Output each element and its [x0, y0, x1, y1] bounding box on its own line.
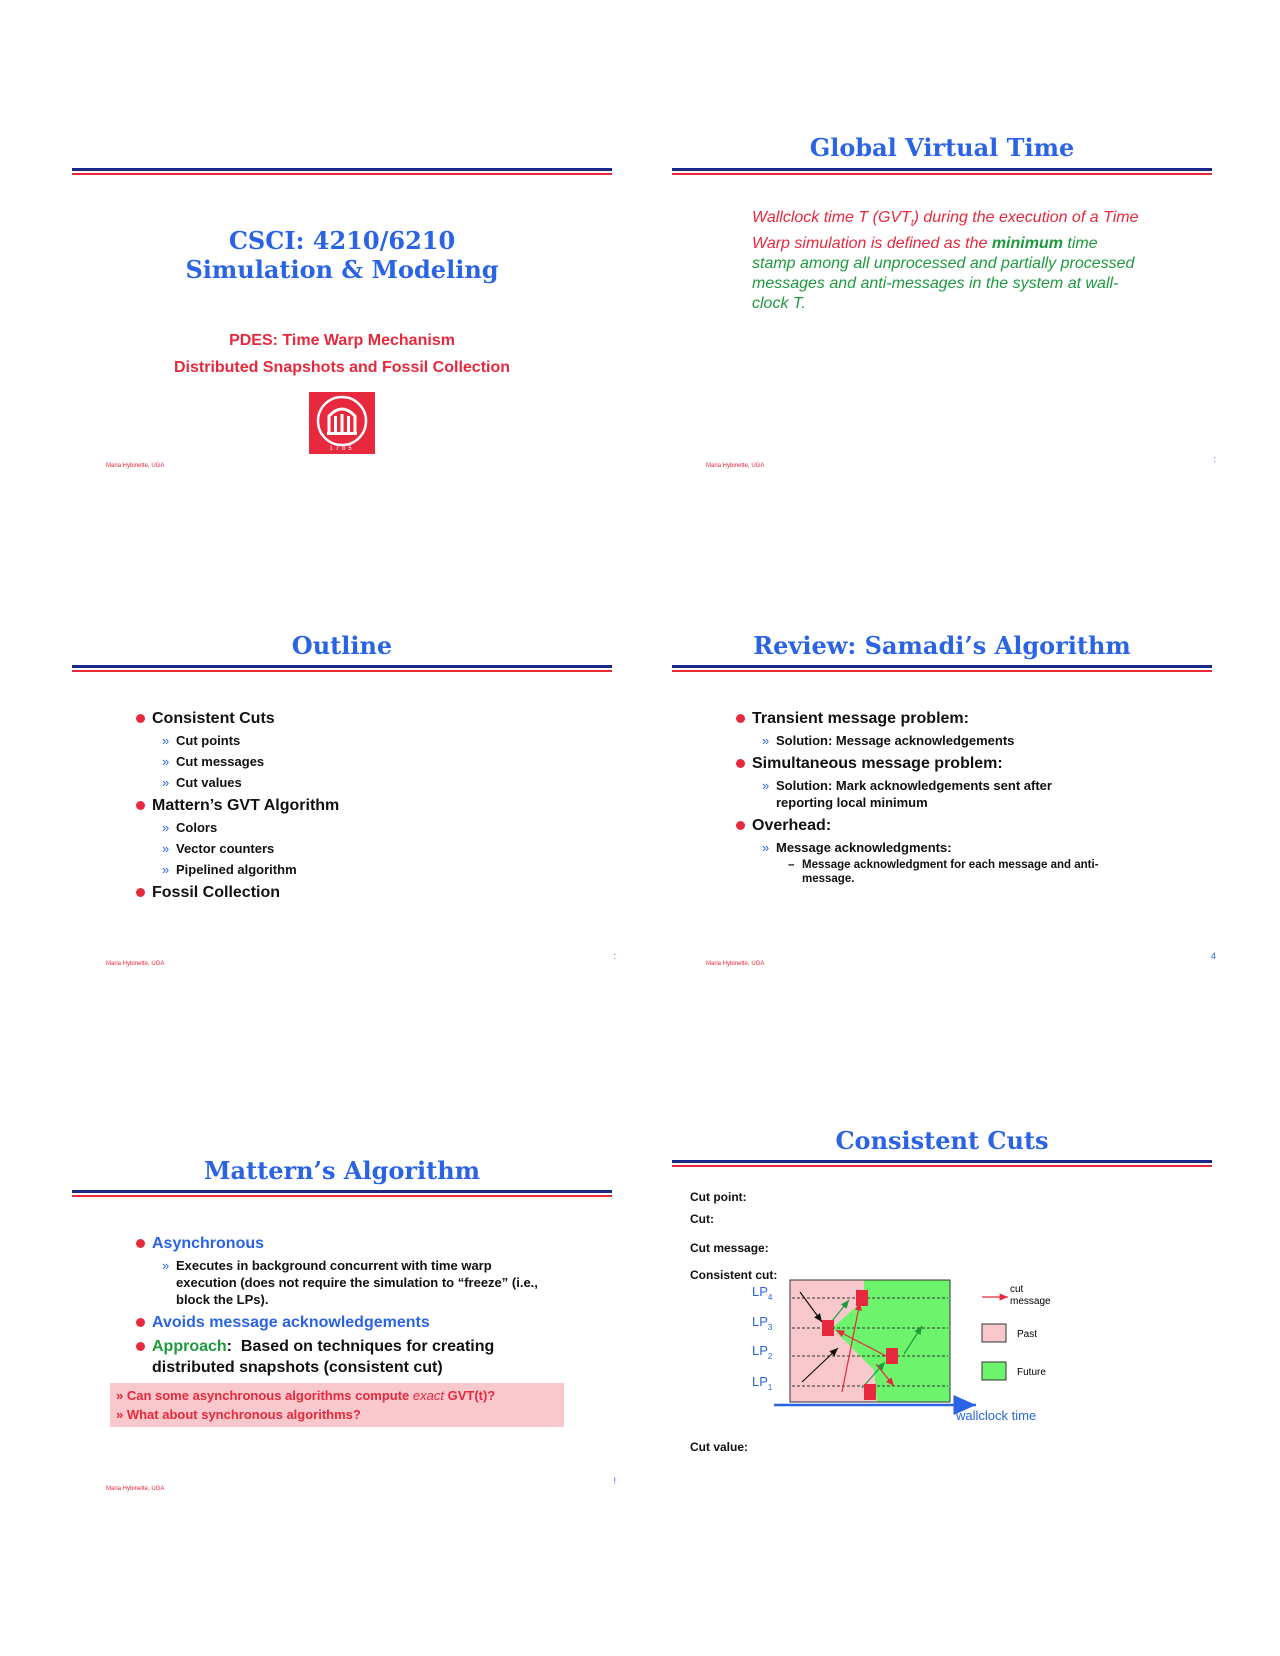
event-box — [822, 1320, 834, 1336]
title-rule — [672, 1160, 1212, 1168]
list-item: Mattern’s GVT Algorithm » Colors » Vector counters » Pipelined algorithm — [136, 795, 339, 878]
slide-footer: Maria Hybinette, UGA — [706, 961, 765, 967]
list-item: » Vector counters — [162, 841, 275, 856]
page-number: 4 — [1210, 951, 1216, 961]
slide-title — [72, 100, 612, 600]
list-item: – Message acknowledgment for each message and anti-message. — [788, 859, 1099, 885]
consistent-cut-label: Consistent cut: — [690, 1268, 778, 1282]
list-item: » Executes in background concurrent with time warp execution (does not require the simulation to “freeze” (i.e., block the LPs). — [162, 1258, 538, 1307]
slide-footer: Maria Hybinette, UGA — [106, 961, 165, 967]
title-rule — [72, 1190, 612, 1198]
slide-outline — [72, 625, 616, 1125]
course-line-2: Simulation & Modeling — [185, 255, 499, 284]
list-item: Consistent Cuts » Cut points » Cut messages » Cut values — [136, 708, 339, 791]
list-item: » Colors — [162, 820, 218, 835]
slide-samadi-review — [672, 625, 1216, 1125]
definition-subscript: t — [910, 218, 914, 230]
legend-past: Past — [1017, 1329, 1038, 1340]
slide-matterns-algorithm — [72, 1150, 616, 1650]
list-item: Transient message problem: » Solution: Message acknowledgements — [736, 708, 1136, 749]
definition-part-3: time stamp among all unprocessed and partially processed messages and anti-messages in the system at wall-clock T. — [752, 235, 1135, 313]
event-box — [864, 1384, 876, 1400]
mattern-list — [136, 1233, 536, 1381]
cut-label: Cut: — [690, 1212, 714, 1226]
course-line-1: CSCI: 4210/6210 — [228, 226, 456, 255]
list-item: » Pipelined algorithm — [162, 862, 297, 877]
slide-footer: Maria Hybinette, UGA — [706, 463, 765, 469]
lp-label: $LP_4$ — [752, 1284, 773, 1302]
slide-title: Review: Samadi’s Algorithm — [753, 631, 1131, 660]
list-item: » Solution: Message acknowledgements — [762, 733, 1015, 748]
title-rule — [672, 665, 1212, 673]
axis-label: wallclock time — [956, 1408, 1037, 1423]
definition-keyword: minimum — [991, 235, 1063, 253]
list-item: Approach: Based on techniques for creating distributed snapshots (consistent cut) — [136, 1336, 532, 1378]
slide-consistent-cuts — [672, 1120, 1212, 1620]
title-rule — [72, 665, 612, 673]
uga-logo — [309, 392, 375, 454]
list-item: Simultaneous message problem: » Solution: Mark acknowledgements sent after reporting local minimum — [736, 753, 1136, 811]
course-title — [72, 226, 612, 284]
slide-footer: Maria Hybinette, UGA — [106, 1486, 165, 1492]
samadi-list — [736, 708, 1136, 890]
event-box — [886, 1348, 898, 1364]
list-item: Avoids message acknowledgements — [136, 1312, 536, 1333]
list-item: » Solution: Mark acknowledgements sent after reporting local minimum — [762, 778, 1052, 810]
gvt-definition — [752, 208, 1142, 314]
lp-label: $LP_3$ — [752, 1314, 773, 1332]
question-1: » Can some asynchronous algorithms compute exact GVT(t)? — [116, 1388, 496, 1403]
outline-list — [136, 708, 339, 906]
list-item: Overhead: » Message acknowledgments: – Message acknowledgment for each message and anti-message. — [736, 815, 1136, 886]
slide-title: Global Virtual Time — [809, 133, 1075, 162]
legend-past-swatch — [982, 1324, 1006, 1342]
title-rule — [672, 168, 1212, 176]
consistent-cut-diagram — [752, 1270, 1152, 1430]
arch-icon — [309, 392, 375, 454]
definition-part-1: Wallclock time T (GVT — [752, 209, 911, 226]
list-item: » Cut messages — [162, 754, 265, 769]
list-item: Asynchronous » Executes in background concurrent with time warp execution (does not require the simulation to “freeze” (i.e., block the LPs). — [136, 1233, 536, 1308]
cut-value-label: Cut value: — [690, 1440, 749, 1454]
logo-year: 1785 — [329, 446, 355, 452]
question-box — [110, 1383, 564, 1427]
legend-future-swatch — [982, 1362, 1006, 1380]
question-2: » What about synchronous algorithms? — [116, 1407, 361, 1422]
list-item: Fossil Collection — [136, 882, 339, 903]
slide-global-virtual-time — [672, 100, 1216, 600]
title-rule — [72, 168, 612, 176]
subtitle-1: PDES: Time Warp Mechanism — [229, 332, 455, 349]
page-number: : — [1213, 454, 1216, 464]
lp-label: $LP_1$ — [752, 1374, 773, 1392]
slide-title: Mattern’s Algorithm — [203, 1156, 481, 1185]
page-number: : — [613, 951, 616, 961]
legend-cut: cut — [1010, 1284, 1024, 1295]
definition-part-2: ) during the execution of a Time Warp simulation is defined as the — [752, 209, 1139, 253]
list-item: » Cut values — [162, 775, 242, 790]
slide-title: Consistent Cuts — [835, 1126, 1049, 1155]
cut-message-label: Cut message: — [690, 1241, 769, 1255]
list-item: » Message acknowledgments: – Message acknowledgment for each message and anti-message. — [752, 839, 1136, 886]
slide-title: Outline — [291, 631, 393, 660]
slide-footer: Maria Hybinette, UGA — [106, 463, 165, 469]
lp-label: $LP_2$ — [752, 1343, 773, 1361]
cut-point-label: Cut point: — [690, 1190, 747, 1204]
page-number: ! — [613, 1476, 616, 1486]
legend-future: Future — [1017, 1367, 1046, 1378]
event-box — [856, 1290, 868, 1306]
subtitle-2: Distributed Snapshots and Fossil Collection — [173, 359, 511, 376]
legend-cut: message — [1010, 1296, 1051, 1307]
list-item: » Cut points — [162, 733, 241, 748]
